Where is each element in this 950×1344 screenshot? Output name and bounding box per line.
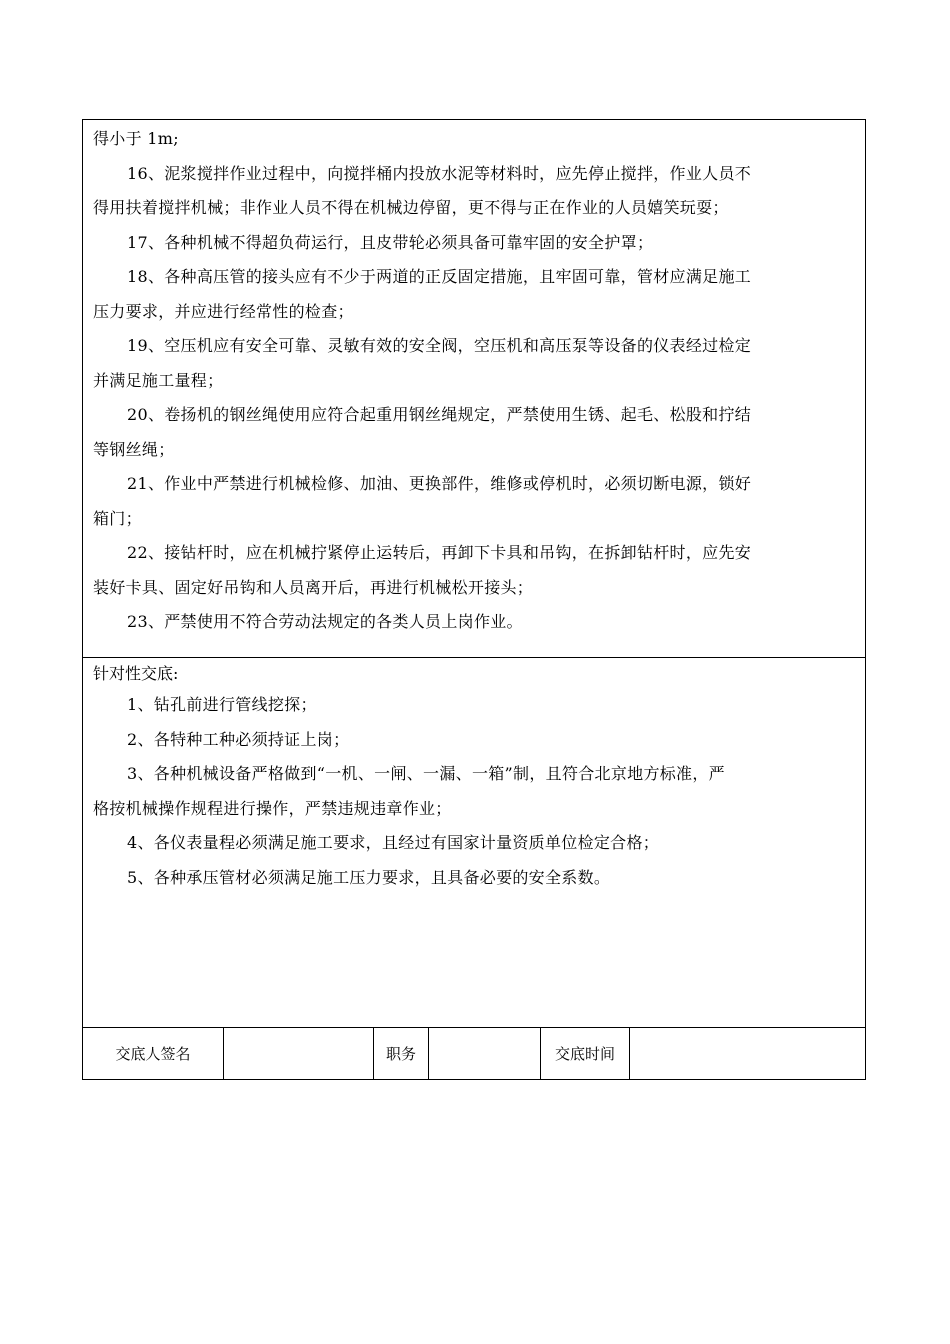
signer-label: 交底人签名 [83,1028,224,1079]
general-line: 得用扶着搅拌机械；非作业人员不得在机械边停留，更不得与正在作业的人员嬉笑玩耍； [93,198,729,217]
general-line: 21、作业中严禁进行机械检修、加油、更换部件，维修或停机时，必须切断电源，锁好 [127,474,752,493]
specific-briefing-heading: 针对性交底: [93,664,179,683]
general-line: 20、卷扬机的钢丝绳使用应符合起重用钢丝绳规定，严禁使用生锈、起毛、松股和拧结 [127,405,752,424]
specific-line: 4、各仪表量程必须满足施工要求，且经过有国家计量资质单位检定合格； [127,833,660,852]
specific-line: 格按机械操作规程进行操作，严禁违规违章作业； [93,798,452,818]
specific-line: 2、各特种工种必须持证上岗； [127,729,350,749]
general-line: 并满足施工量程； [93,370,224,390]
specific-line: 5、各种承压管材必须满足施工压力要求，且具备必要的安全系数。 [127,867,611,887]
general-line: 16、泥浆搅拌作业过程中，向搅拌桶内投放水泥等材料时，应先停止搅拌，作业人员不 [127,163,752,183]
briefing-time-label: 交底时间 [541,1028,630,1079]
specific-line: 3、各种机械设备严格做到“一机、一闸、一漏、一箱”制，且符合北京地方标准，严 [127,764,725,783]
general-line: 等钢丝绳； [93,439,175,459]
specific-line: 1、钻孔前进行管线挖探； [127,695,317,714]
general-line: 18、各种高压管的接头应有不少于两道的正反固定措施，且牢固可靠，管材应满足施工 [127,267,752,286]
specific-briefing-section [83,658,865,1028]
safety-briefing-table [82,119,866,1080]
general-line: 19、空压机应有安全可靠、灵敏有效的安全阀，空压机和高压泵等设备的仪表经过检定 [127,336,752,355]
general-line: 22、接钻杆时，应在机械拧紧停止运转后，再卸下卡具和吊钩，在拆卸钻杆时，应先安 [127,543,752,562]
general-requirements-section [83,120,865,658]
general-line: 23、严禁使用不符合劳动法规定的各类人员上岗作业。 [127,612,523,631]
signature-row [83,1028,865,1079]
general-line: 17、各种机械不得超负荷运行，且皮带轮必须具备可靠牢固的安全护罩； [127,232,654,252]
general-line: 箱门； [93,508,142,528]
general-line: 装好卡具、固定好吊钩和人员离开后，再进行机械松开接头； [93,577,534,597]
general-line: 压力要求，并应进行经常性的检查； [93,301,354,321]
position-field[interactable] [429,1028,541,1079]
signer-field[interactable] [224,1028,374,1079]
briefing-time-field[interactable] [630,1028,865,1079]
position-label: 职务 [374,1028,429,1079]
general-line: 得小于 1m; [93,129,179,148]
